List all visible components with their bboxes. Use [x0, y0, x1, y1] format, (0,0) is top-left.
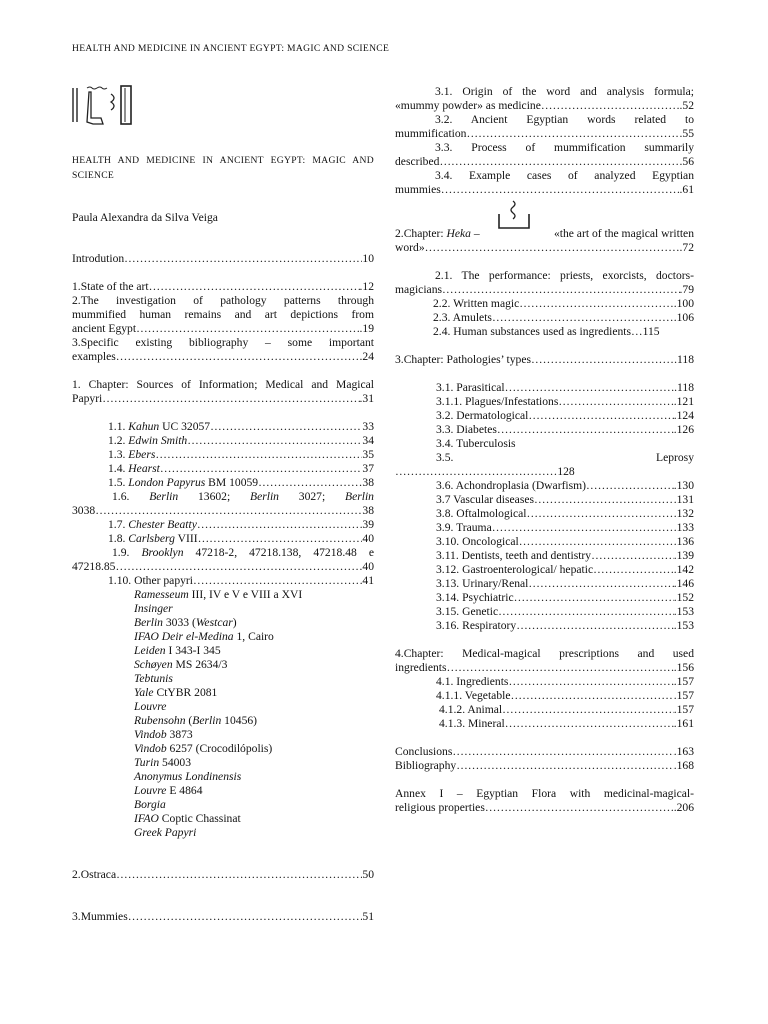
toc-entry-chapter-1[interactable]: Papyri …………………………………………………………………………………………………………………………………………………………… .31 — [72, 392, 374, 406]
toc-entry-kahun[interactable]: 1.1. Kahun UC 32057 …………………………………………………………………………………………………………………………………………………………… 33 — [108, 420, 374, 434]
toc-entry-line: 1.9. Brooklyn 47218-2, 47218.138, 47218.48 e — [112, 546, 374, 559]
toc-entry-genetic[interactable]: 3.15. Genetic …………………………………………………………………………………………………………………………………………………………… .153 — [436, 605, 694, 619]
list-item: Ramesseum III, IV e V e VIII a XVI — [134, 588, 303, 601]
toc-entry-hearst[interactable]: 1.4. Hearst …………………………………………………………………………………………………………………………………………………………… 37 — [108, 462, 374, 476]
toc-entry-chapter-3[interactable]: 3.Chapter: Pathologies’ types …………………………………………………………………………………………………………………………………………………………… .118 — [395, 353, 694, 367]
toc-entry-parasitical[interactable]: 3.1. Parasitical …………………………………………………………………………………………………………………………………………………………… .118 — [436, 381, 694, 395]
list-item: Greek Papyri — [134, 826, 197, 839]
toc-entry-analyzed-mummies[interactable]: mummies …………………………………………………………………………………………………………………………………………………………… .61 — [395, 183, 694, 197]
list-item: Louvre E 4864 — [134, 784, 203, 797]
toc-entry-line: 2.The investigation of pathology patterns through — [72, 294, 374, 307]
toc-entry-line: 1.6. Berlin 13602; Berlin 3027; Berlin — [112, 490, 374, 503]
toc-entry-chapter-2-heka[interactable]: word» …………………………………………………………………………………………………………………………………………………………… .72 — [395, 241, 694, 255]
list-item: Leiden I 343-I 345 — [134, 644, 221, 657]
list-item: Turin 54003 — [134, 756, 192, 769]
toc-left-column — [72, 252, 374, 924]
toc-entry-carlsberg[interactable]: 1.8. Carlsberg VIII …………………………………………………………………………………………………………………………………………………………… 40 — [108, 532, 374, 546]
list-item: Rubensohn (Berlin 10456) — [134, 714, 258, 727]
toc-entry-ostraca[interactable]: 2.Ostraca …………………………………………………………………………………………………………………………………………………………… 50 — [72, 868, 374, 882]
toc-entry-annex[interactable]: religious properties …………………………………………………………………………………………………………………………………………………………… .206 — [395, 801, 694, 815]
toc-entry-dermatological[interactable]: 3.2. Dermatological …………………………………………………………………………………………………………………………………………………………… .124 — [436, 409, 694, 423]
hieroglyph-icon — [71, 84, 135, 128]
toc-entry-line: 3.2. Ancient Egyptian words related to — [435, 113, 694, 126]
toc-entry-vegetable[interactable]: 4.1.1. Vegetable …………………………………………………………………………………………………………………………………………………………… .157 — [395, 689, 694, 703]
toc-entry-line: 3.Specific existing bibliography – some important — [72, 336, 374, 349]
toc-entry-human-substances[interactable]: 2.4. Human substances used as ingredients…115 — [433, 325, 660, 338]
document-subtitle: HEALTH AND MEDICINE IN ANCIENT EGYPT: MAGIC AND SCIENCE — [72, 155, 374, 181]
toc-entry-conclusions[interactable]: Conclusions …………………………………………………………………………………………………………………………………………………………… .163 — [395, 745, 694, 759]
toc-entry-berlin[interactable]: 3038 …………………………………………………………………………………………………………………………………………………………… 38 — [72, 504, 374, 518]
toc-entry-bibliography[interactable]: Bibliography …………………………………………………………………………………………………………………………………………………………… .168 — [395, 759, 694, 773]
toc-entry-achondroplasia[interactable]: 3.6. Achondroplasia (Dwarfism) …………………………………………………………………………………………………………………………………………………………… .130 — [436, 479, 694, 493]
list-item: Yale CtYBR 2081 — [134, 686, 218, 699]
list-item: IFAO Coptic Chassinat — [134, 812, 241, 825]
other-papyri-list — [72, 588, 374, 840]
list-item: Tebtunis — [134, 672, 173, 685]
toc-entry-performance[interactable]: magicians …………………………………………………………………………………………………………………………………………………………… .79 — [395, 283, 694, 297]
toc-entry-line: 2.1. The performance: priests, exorcists, doctors- — [435, 269, 694, 282]
toc-entry-tuberculosis[interactable]: 3.4. Tuberculosis — [436, 437, 516, 450]
toc-entry-dentistry[interactable]: 3.11. Dentists, teeth and dentistry …………………………………………………………………………………………………………………………………………………………… .139 — [436, 549, 694, 563]
toc-entry-edwin-smith[interactable]: 1.2. Edwin Smith …………………………………………………………………………………………………………………………………………………………… 34 — [108, 434, 374, 448]
toc-entry-introduction[interactable]: Introdution …………………………………………………………………………………………………………………………………………………………… 10 — [72, 252, 374, 266]
toc-entry-line: 3.4. Example cases of analyzed Egyptian — [435, 169, 694, 182]
toc-entry-chester-beatty[interactable]: 1.7. Chester Beatty …………………………………………………………………………………………………………………………………………………………… 39 — [108, 518, 374, 532]
running-header: HEALTH AND MEDICINE IN ANCIENT EGYPT: MAGIC AND SCIENCE — [72, 43, 390, 54]
toc-entry-ebers[interactable]: 1.3. Ebers …………………………………………………………………………………………………………………………………………………………… 35 — [108, 448, 374, 462]
toc-entry-amulets[interactable]: 2.3. Amulets …………………………………………………………………………………………………………………………………………………………… .106 — [395, 311, 694, 325]
toc-entry-line: 1. Chapter: Sources of Information; Medical and Magical — [72, 378, 374, 391]
toc-entry-mummification-process[interactable]: described …………………………………………………………………………………………………………………………………………………………… .56 — [395, 155, 694, 169]
toc-entry-trauma[interactable]: 3.9. Trauma …………………………………………………………………………………………………………………………………………………………… .133 — [436, 521, 694, 535]
toc-entry-vascular[interactable]: 3.7 Vascular diseases …………………………………………………………………………………………………………………………………………………………… .131 — [436, 493, 694, 507]
toc-entry-oftalmological[interactable]: 3.8. Oftalmological …………………………………………………………………………………………………………………………………………………………… .132 — [436, 507, 694, 521]
toc-entry-line: 4.Chapter: Medical-magical prescriptions and used — [395, 647, 694, 660]
toc-entry-line: Annex I – Egyptian Flora with medicinal-magical- — [395, 787, 694, 800]
toc-entry-urinary[interactable]: 3.13. Urinary/Renal …………………………………………………………………………………………………………………………………………………………… .146 — [436, 577, 694, 591]
list-item: Louvre — [134, 700, 167, 713]
toc-entry-mineral[interactable]: 4.1.3. Mineral …………………………………………………………………………………………………………………………………………………………… .161 — [395, 717, 694, 731]
list-item: Berlin 3033 (Westcar) — [134, 616, 237, 629]
toc-entry-bibliography-examples[interactable]: examples …………………………………………………………………………………………………………………………………………………………… .24 — [72, 350, 374, 364]
toc-entry-ingredients[interactable]: 4.1. Ingredients …………………………………………………………………………………………………………………………………………………………… .157 — [395, 675, 694, 689]
toc-entry-chapter-4[interactable]: ingredients …………………………………………………………………………………………………………………………………………………………… .156 — [395, 661, 694, 675]
toc-entry-line: mummified human remains and art depictions from — [72, 308, 374, 321]
toc-entry-plagues[interactable]: 3.1.1. Plagues/Infestations …………………………………………………………………………………………………………………………………………………………… .121 — [436, 395, 694, 409]
list-item: Borgia — [134, 798, 166, 811]
author-name: Paula Alexandra da Silva Veiga — [72, 211, 218, 224]
toc-entry-london-papyrus[interactable]: 1.5. London Papyrus BM 10059 …………………………………………………………………………………………………………………………………………………………… 38 — [108, 476, 374, 490]
toc-entry-diabetes[interactable]: 3.3. Diabetes …………………………………………………………………………………………………………………………………………………………… .126 — [436, 423, 694, 437]
list-item: Schøyen MS 2634/3 — [134, 658, 228, 671]
list-item: Vindob 3873 — [134, 728, 193, 741]
toc-entry-line: 3.5. Leprosy — [436, 451, 694, 464]
toc-entry-respiratory[interactable]: 3.16. Respiratory …………………………………………………………………………………………………………………………………………………………… .153 — [436, 619, 694, 633]
toc-entry-line: 3.1. Origin of the word and analysis formula; — [435, 85, 694, 98]
list-item: IFAO Deir el-Medina 1, Cairo — [134, 630, 274, 643]
toc-entry-other-papyri[interactable]: 1.10. Other papyri …………………………………………………………………………………………………………………………………………………………… 41 — [72, 574, 374, 588]
toc-entry-gastroenterological[interactable]: 3.12. Gastroenterological/ hepatic …………………………………………………………………………………………………………………………………………………………… .142 — [436, 563, 694, 577]
toc-entry-mummies[interactable]: 3.Mummies …………………………………………………………………………………………………………………………………………………………… 51 — [72, 910, 374, 924]
toc-entry-brooklyn[interactable]: 47218.85 …………………………………………………………………………………………………………………………………………………………… 40 — [72, 560, 374, 574]
toc-entry-oncological[interactable]: 3.10. Oncological …………………………………………………………………………………………………………………………………………………………… .136 — [436, 535, 694, 549]
list-item: Insinger — [134, 602, 173, 615]
toc-right-column — [395, 85, 694, 815]
toc-entry-mummy-powder[interactable]: «mummy powder» as medicine …………………………………………………………………………………………………………………………………………………………… .52 — [395, 99, 694, 113]
list-item: Vindob 6257 (Crocodilópolis) — [134, 742, 273, 755]
toc-entry-written-magic[interactable]: 2.2. Written magic …………………………………………………………………………………………………………………………………………………………… .100 — [395, 297, 694, 311]
toc-entry-leprosy[interactable]: ……………………………………128 — [395, 465, 575, 478]
toc-entry-animal[interactable]: 4.1.2. Animal …………………………………………………………………………………………………………………………………………………………… .157 — [395, 703, 694, 717]
toc-entry-state-of-art[interactable]: 1.State of the art …………………………………………………………………………………………………………………………………………………………… .12 — [72, 280, 374, 294]
toc-entry-mummification-words[interactable]: mummification …………………………………………………………………………………………………………………………………………………………… .55 — [395, 127, 694, 141]
toc-entry-investigation[interactable]: ancient Egypt …………………………………………………………………………………………………………………………………………………………… .19 — [72, 322, 374, 336]
toc-entry-line: 3.3. Process of mummification summarily — [435, 141, 694, 154]
toc-entry-line: 2.Chapter: Heka – «the art of the magical written — [395, 227, 694, 240]
heka-hieroglyph-icon — [497, 200, 531, 230]
toc-entry-psychiatric[interactable]: 3.14. Psychiatric …………………………………………………………………………………………………………………………………………………………… .152 — [436, 591, 694, 605]
list-item: Anonymus Londinensis — [134, 770, 242, 783]
